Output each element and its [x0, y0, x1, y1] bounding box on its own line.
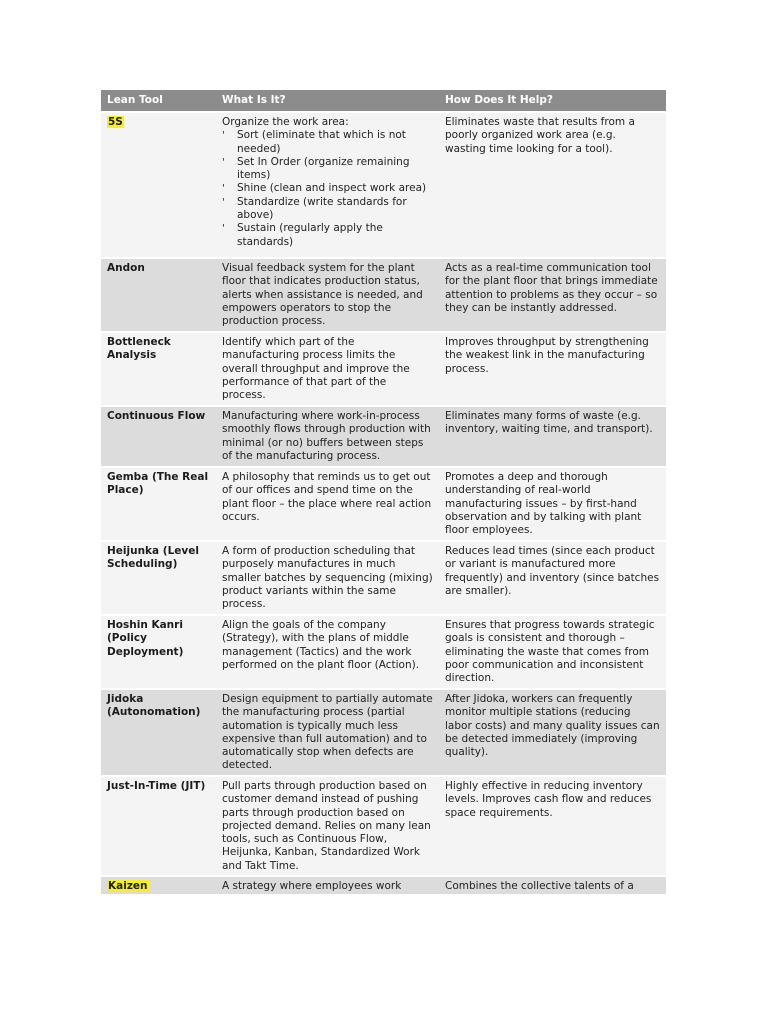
table-row [101, 331, 666, 405]
help-cell: Ensures that progress towards strategic goals is consistent and thorough – eliminating the waste that comes from poor communication and inconsistent direction. [445, 619, 655, 685]
help-cell: Promotes a deep and thorough understanding of real-world manufacturing issues – by first-hand observation and by talking with plant floor employees. [445, 471, 642, 537]
table-row [101, 111, 666, 257]
what-cell: Manufacturing where work-in-process smoothly flows through production with minimal (or no) buffers between steps of the manufacturing process. [222, 410, 431, 462]
help-cell: Eliminates many forms of waste (e.g. inventory, waiting time, and transport). [445, 410, 653, 436]
table-row [101, 257, 666, 331]
what-cell: Visual feedback system for the plant floor that indicates production status, alerts when assistance is needed, and empowers operators to stop the production process. [222, 262, 423, 328]
what-cell: A form of production scheduling that purposely manufactures in much smaller batches by sequencing (mixing) product variants within the same process. [222, 545, 433, 611]
tool-name-cell: Hoshin Kanri (Policy Deployment) [107, 619, 184, 658]
table-row [101, 405, 666, 466]
bullet-list [222, 129, 433, 249]
what-cell: Pull parts through production based on customer demand instead of pushing parts through production based on projected demand. Relies on many lean tools, such as Continuous Flow, Heijunka, Kanban, Standardized Work and Takt Time. [222, 780, 431, 872]
highlighted-tool-name: 5S [108, 116, 123, 128]
tool-name-cell: Heijunka (Level Scheduling) [107, 545, 199, 571]
bullet-item: ' Shine (clean and inspect work area) [222, 182, 433, 195]
help-cell: Eliminates waste that results from a poorly organized work area (e.g. wasting time looking for a tool). [445, 116, 635, 155]
bullet-item: ' Sustain (regularly apply the standards) [222, 222, 433, 249]
table-row [101, 688, 666, 775]
help-cell: Improves throughput by strengthening the weakest link in the manufacturing process. [445, 336, 649, 375]
table-header [101, 90, 666, 111]
tool-name-cell: Jidoka (Autonomation) [107, 693, 201, 719]
tool-name-cell: Bottleneck Analysis [107, 336, 171, 362]
table-row [101, 540, 666, 614]
tool-name-cell: Continuous Flow [107, 410, 206, 422]
table-row [101, 614, 666, 688]
bullet-item: ' Standardize (write standards for above) [222, 196, 433, 223]
highlighted-tool-name: Kaizen [108, 880, 148, 892]
table-row [101, 875, 666, 894]
what-cell: A philosophy that reminds us to get out of our offices and spend time on the plant floor – the place where real action occurs. [222, 471, 432, 523]
header-how-does-it-help: How Does It Help? [445, 94, 554, 106]
lean-tools-table [101, 90, 666, 894]
tool-name-cell [101, 877, 216, 894]
what-cell: Identify which part of the manufacturing process limits the overall throughput and improve the performance of that part of the process. [222, 336, 410, 402]
table-row [101, 466, 666, 540]
bullet-item: ' Sort (eliminate that which is not needed) [222, 129, 433, 156]
help-cell: After Jidoka, workers can frequently monitor multiple stations (reducing labor costs) and many quality issues can be detected immediately (improving quality). [445, 693, 660, 759]
help-cell: Reduces lead times (since each product or variant is manufactured more frequently) and inventory (since batches are smaller). [445, 545, 660, 597]
header-lean-tool: Lean Tool [107, 94, 163, 106]
tool-name-cell: Gemba (The Real Place) [107, 471, 209, 497]
tool-name-cell: Andon [107, 262, 145, 274]
help-cell: Combines the collective talents of a [445, 880, 634, 892]
what-intro: Organize the work area: [222, 116, 349, 128]
what-cell [216, 113, 439, 257]
bullet-item: ' Set In Order (organize remaining items) [222, 156, 433, 183]
what-cell: A strategy where employees work [222, 880, 402, 892]
header-what-is-it: What Is It? [222, 94, 286, 106]
what-cell: Align the goals of the company (Strategy), with the plans of middle management (Tactics) and the work performed on the plant floor (Action). [222, 619, 420, 671]
tool-name-cell: Just-In-Time (JIT) [107, 780, 206, 792]
table-row [101, 775, 666, 875]
help-cell: Highly effective in reducing inventory levels. Improves cash flow and reduces space requirements. [445, 780, 652, 819]
help-cell: Acts as a real-time communication tool for the plant floor that brings immediate attention to problems as they occur – so they can be instantly addressed. [445, 262, 658, 314]
what-cell: Design equipment to partially automate the manufacturing process (partial automation is typically much less expensive than full automation) and to automatically stop when defects are detected. [222, 693, 433, 772]
tool-name-cell [101, 113, 216, 257]
